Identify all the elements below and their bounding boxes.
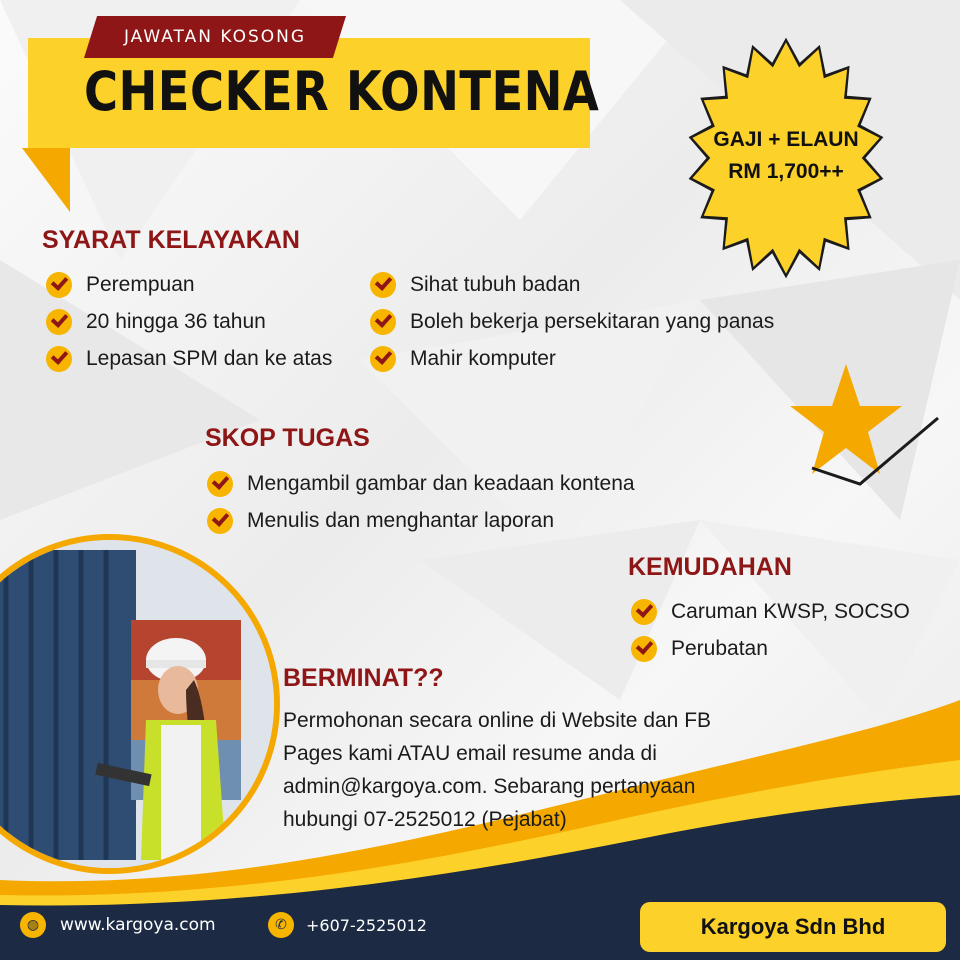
footer-phone[interactable]	[268, 912, 427, 938]
list-item: Sihat tubuh badan	[370, 266, 774, 303]
list-item: Lepasan SPM dan ke atas	[46, 340, 332, 377]
list-item: Perubatan	[631, 630, 910, 667]
skop-heading: SKOP TUGAS	[205, 424, 370, 452]
check-icon	[46, 309, 72, 335]
list-item: 20 hingga 36 tahun	[46, 303, 332, 340]
check-icon	[46, 346, 72, 372]
list-item: Perempuan	[46, 266, 332, 303]
check-icon	[46, 272, 72, 298]
company-name: Kargoya Sdn Bhd	[640, 902, 946, 952]
application-info	[283, 704, 753, 836]
application-line: Pages kami ATAU email resume anda di	[283, 742, 657, 765]
application-line: hubungi 07-2525012 (Pejabat)	[283, 808, 567, 831]
salary-badge-text	[683, 124, 889, 188]
list-item: Mengambil gambar dan keadaan kontena	[207, 465, 635, 502]
berminat-heading: BERMINAT??	[283, 664, 444, 692]
check-icon	[207, 471, 233, 497]
skop-list	[207, 465, 635, 539]
syarat-list-left	[46, 266, 332, 377]
website-link[interactable]: www.kargoya.com	[60, 915, 216, 935]
check-icon	[370, 309, 396, 335]
check-icon	[631, 599, 657, 625]
check-icon	[207, 508, 233, 534]
kemudahan-list	[631, 593, 910, 667]
list-item: Caruman KWSP, SOCSO	[631, 593, 910, 630]
list-item: Menulis dan menghantar laporan	[207, 502, 635, 539]
phone-icon: ✆	[268, 912, 294, 938]
job-title: CHECKER KONTENA	[84, 60, 600, 123]
syarat-list-right	[370, 266, 774, 377]
star-check-icon	[788, 360, 948, 500]
footer-website[interactable]	[20, 912, 216, 938]
list-item: Mahir komputer	[370, 340, 774, 377]
check-icon	[370, 346, 396, 372]
check-icon	[370, 272, 396, 298]
kemudahan-heading: KEMUDAHAN	[628, 553, 792, 581]
application-line: Permohonan secara online di Website dan FB	[283, 709, 712, 732]
syarat-heading: SYARAT KELAYAKAN	[42, 226, 300, 254]
check-icon	[631, 636, 657, 662]
ribbon-label: JAWATAN KOSONG	[123, 27, 307, 47]
phone-number[interactable]: +607-2525012	[306, 915, 427, 935]
salary-badge-line2: RM 1,700++	[728, 160, 844, 183]
salary-badge-line1: GAJI + ELAUN	[713, 128, 859, 151]
list-item: Boleh bekerja persekitaran yang panas	[370, 303, 774, 340]
globe-icon: ◍	[20, 912, 46, 938]
application-line: admin@kargoya.com. Sebarang pertanyaan	[283, 775, 696, 798]
